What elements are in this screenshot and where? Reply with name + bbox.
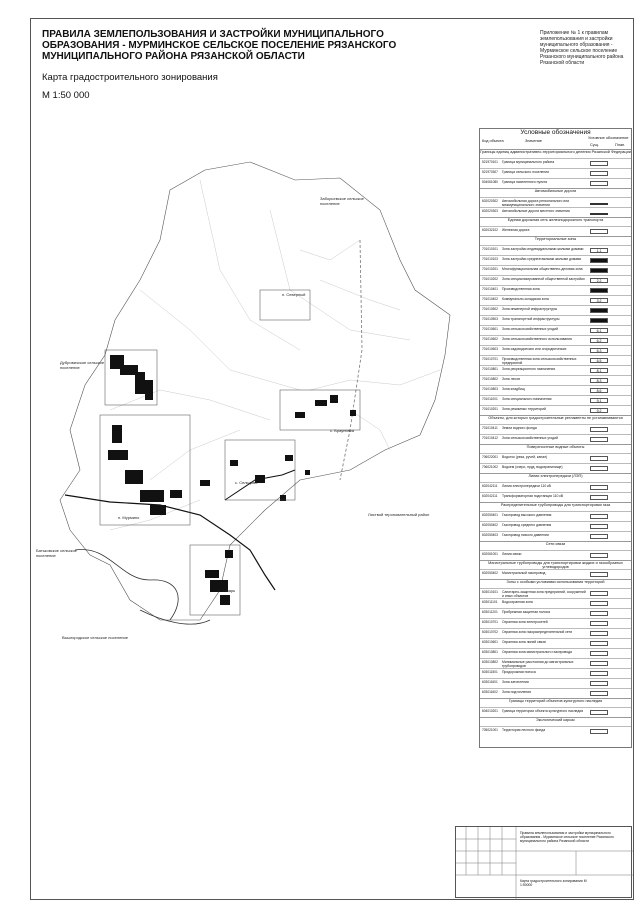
legend-text: Трансформаторная подстанция 110 кВ xyxy=(502,494,564,498)
legend-code: 701010401 xyxy=(482,287,498,291)
settlement-blocks xyxy=(108,355,356,605)
legend-row xyxy=(480,305,631,315)
legend-code: 701010412 xyxy=(482,436,498,440)
legend-symbol: 6.1 xyxy=(590,328,608,333)
railway-line xyxy=(340,240,362,480)
regional-road xyxy=(65,495,275,590)
legend-symbol: 6.2 xyxy=(590,338,608,343)
legend-code: 604010201 xyxy=(482,709,498,713)
legend-text: Линия электропередачи 110 кВ xyxy=(502,484,551,488)
legend-text: Производственная зона сельскохозяйственных предприятий xyxy=(502,357,577,366)
legend-text: Зона инженерной инфраструктуры xyxy=(502,307,558,311)
legend-row xyxy=(480,355,631,365)
legend-text: Автомобильные дороги местного значения xyxy=(502,209,570,213)
legend-row xyxy=(480,255,631,265)
legend-code: 701011001 xyxy=(482,397,498,401)
legend-code: 602050402 xyxy=(482,523,498,527)
legend-text: Зона лесов xyxy=(502,377,520,381)
legend-symbol: 1.1 xyxy=(590,248,608,253)
legend-symbol xyxy=(590,200,608,205)
map-label-murmino: п. Мурмино xyxy=(118,515,140,520)
legend-section: Поверхностные водные объекты xyxy=(480,444,631,449)
map-label-seltsovo: с. Сельцово xyxy=(235,480,258,485)
page-title: ПРАВИЛА ЗЕМЛЕПОЛЬЗОВАНИЯ И ЗАСТРОЙКИ МУНИЦИПАЛЬНОГО ОБРАЗОВАНИЯ - МУРМИНСКОЕ СЕЛЬСКОЕ ПОСЕЛЕНИЕ РЯЗАНСКОГО МУНИЦИПАЛЬНОГО РАЙОНА РЯЗАНСКОЙ ОБЛАСТИ xyxy=(42,29,397,62)
legend-row xyxy=(480,385,631,395)
legend-code: 603011602 xyxy=(482,690,498,694)
legend-row xyxy=(480,285,631,295)
legend-code: 603010701 xyxy=(482,620,498,624)
legend-row xyxy=(480,668,631,678)
legend-symbol xyxy=(590,485,608,490)
legend-section: Границы территорий объектов культурного наследия xyxy=(480,698,631,703)
legend-symbol xyxy=(590,534,608,539)
legend-row xyxy=(480,531,631,541)
legend-row xyxy=(480,678,631,688)
legend-code: 701010402 xyxy=(482,297,498,301)
legend-text: Зона специального назначения xyxy=(502,397,552,401)
legend-text: Зона застройки среднеэтажными жилыми домами xyxy=(502,257,582,261)
legend-symbol: 8.3 xyxy=(590,378,608,383)
legend-code: 602042111 xyxy=(482,484,498,488)
legend-code: 602020303 xyxy=(482,209,498,213)
legend-text: Зона кладбищ xyxy=(502,387,525,391)
legend-text: Водоем (озеро, пруд, водохранилище) xyxy=(502,465,563,469)
legend-symbol: 9.2 xyxy=(590,408,608,413)
legend-code: 603011101 xyxy=(482,600,498,604)
legend-text: Придорожная полоса xyxy=(502,670,536,674)
legend-section: Территориальные зоны xyxy=(480,236,631,241)
legend-text: Граница населенного пункта xyxy=(502,180,547,184)
legend-symbol xyxy=(590,631,608,636)
legend-text: Водоохранная зона xyxy=(502,600,533,604)
legend-row xyxy=(480,295,631,305)
legend-code: 602042111 xyxy=(482,494,498,498)
legend-row xyxy=(480,345,631,355)
legend-text: Граница сельского поселения xyxy=(502,170,549,174)
legend-section: Сети связи xyxy=(480,541,631,546)
legend-text: Зона затопления xyxy=(502,680,529,684)
title-block-map: Карта градостроительного зонирования М 1:50000 xyxy=(520,879,587,887)
legend-symbol xyxy=(590,553,608,558)
map-label-dubrovichskoe: Дубровичское сельское поселение xyxy=(60,360,105,370)
map-subtitle: Карта градостроительного зонирования xyxy=(42,72,218,83)
legend-text: Территория лесного фонда xyxy=(502,728,546,732)
legend-row xyxy=(480,405,631,415)
legend-code: 504061080 xyxy=(482,180,498,184)
legend-code: 602050403 xyxy=(482,533,498,537)
legend-symbol xyxy=(590,681,608,686)
legend-section: Автомобильные дороги xyxy=(480,188,631,193)
map-legend xyxy=(479,128,632,748)
legend-row xyxy=(480,226,631,236)
legend-row xyxy=(480,492,631,502)
legend-row xyxy=(480,658,631,668)
legend-code: 701010801 xyxy=(482,367,498,371)
legend-code: 701010101 xyxy=(482,247,498,251)
legend-symbol xyxy=(590,691,608,696)
legend-row xyxy=(480,434,631,444)
legend-col-sign: Условное обозначение xyxy=(588,136,629,140)
legend-symbol: 9.1 xyxy=(590,398,608,403)
legend-row xyxy=(480,482,631,492)
map-scale: М 1:50 000 xyxy=(42,90,90,101)
title-block-project: Правила землепользования и застройки муниципального образования - Мурминское сельское поселение Рязанского муниципального района Рязанской области xyxy=(520,831,614,843)
legend-symbol xyxy=(590,710,608,715)
legend-symbol xyxy=(590,729,608,734)
legend-text: Железная дорога xyxy=(502,228,530,232)
legend-row xyxy=(480,265,631,275)
legend-text: Прибрежная защитная полоса xyxy=(502,610,551,614)
parcel-lines xyxy=(110,180,440,530)
legend-symbol xyxy=(590,427,608,432)
legend-code: 701010701 xyxy=(482,357,498,361)
legend-symbol: 8.1 xyxy=(590,368,608,373)
legend-row xyxy=(480,688,631,698)
legend-row xyxy=(480,197,631,207)
legend-row xyxy=(480,618,631,628)
legend-section: Экологический каркас xyxy=(480,717,631,722)
legend-code: 603010601 xyxy=(482,640,498,644)
legend-text: Зона сельскохозяйственных угодий xyxy=(502,327,558,331)
legend-title: Условные обозначения xyxy=(520,129,591,136)
legend-text: Зона специализированной общественной застройки xyxy=(502,277,585,281)
legend-code: 701010201 xyxy=(482,267,498,271)
map-label-batkovskoe: Батьковское сельское поселение xyxy=(36,548,77,558)
legend-row xyxy=(480,325,631,335)
legend-text: Линия связи xyxy=(502,552,522,556)
legend-text: Газопровод среднего давления xyxy=(502,523,552,527)
legend-section: Границы единиц административно-территориального деления Рязанской Федерации xyxy=(480,150,631,154)
legend-row xyxy=(480,375,631,385)
legend-row xyxy=(480,569,631,579)
legend-code: 603010702 xyxy=(482,630,498,634)
legend-row xyxy=(480,335,631,345)
legend-code: 701010602 xyxy=(482,337,498,341)
map-label-zaborevskoe: Заборьевское сельское поселение xyxy=(320,196,364,206)
legend-row xyxy=(480,207,631,217)
legend-code: 701010202 xyxy=(482,277,498,281)
legend-text: Зона транспортной инфраструктуры xyxy=(502,317,560,321)
legend-symbol xyxy=(590,288,608,293)
legend-text: Охранная зона электросетей xyxy=(502,620,548,624)
legend-row xyxy=(480,453,631,463)
legend-text: Коммунально-складская зона xyxy=(502,297,549,301)
legend-text: Зона садоводческих или огороднических xyxy=(502,347,567,351)
legend-code: 701010803 xyxy=(482,387,498,391)
legend-row xyxy=(480,608,631,618)
legend-code: 701010411 xyxy=(482,426,498,430)
legend-code: 602050402 xyxy=(482,571,498,575)
legend-text: Многофункциональная общественно-деловая зона xyxy=(502,267,583,271)
legend-symbol xyxy=(590,495,608,500)
legend-code: 602032102 xyxy=(482,228,498,232)
legend-symbol xyxy=(590,229,608,234)
legend-text: Охранная зона линий связи xyxy=(502,640,546,644)
legend-code: 521970101 xyxy=(482,160,498,164)
legend-code: 701010503 xyxy=(482,317,498,321)
legend-text: Зона сельскохозяйственных угодий xyxy=(502,436,558,440)
legend-text: Зона сельскохозяйственного использования xyxy=(502,337,572,341)
legend-text: Газопровод низкого давления xyxy=(502,533,549,537)
legend-row xyxy=(480,598,631,608)
legend-section: Распределительные трубопроводы для транспортировки газа xyxy=(480,502,631,507)
legend-code: 602020302 xyxy=(482,199,498,203)
legend-row xyxy=(480,726,631,736)
legend-text: Земли водного фонда xyxy=(502,426,537,430)
legend-symbol xyxy=(590,318,608,323)
legend-text: Минимальные расстояния до магистральных трубопроводов xyxy=(502,660,574,669)
legend-row xyxy=(480,424,631,434)
legend-symbol xyxy=(590,611,608,616)
legend-symbol xyxy=(590,671,608,676)
appendix-note: Приложение № 1 к правилам землепользования и застройки муниципального образования - Мурминское сельское поселение Рязанского муниципального района Рязанской области xyxy=(540,30,624,66)
legend-row xyxy=(480,245,631,255)
legend-code: 602050401 xyxy=(482,513,498,517)
settlement-outlines xyxy=(100,290,360,615)
legend-code: 701010603 xyxy=(482,347,498,351)
map-label-braunina: с. Браунинка xyxy=(330,428,354,433)
zoning-map xyxy=(50,150,460,710)
legend-col-exist: Сущ. xyxy=(590,143,599,147)
legend-col-plan: План. xyxy=(615,143,626,147)
legend-symbol xyxy=(590,258,608,263)
legend-row xyxy=(480,158,631,168)
legend-text: Зона режимных территорий xyxy=(502,407,546,411)
legend-row xyxy=(480,707,631,717)
map-label-vyshgorodskoe: Вышгородское сельское поселение xyxy=(62,635,128,640)
legend-text: Зона застройки индивидуальными жилыми домами xyxy=(502,247,584,251)
legend-row xyxy=(480,275,631,285)
legend-row xyxy=(480,550,631,560)
legend-symbol xyxy=(590,514,608,519)
legend-row xyxy=(480,638,631,648)
legend-text: Охранная зона газораспределительной сети xyxy=(502,630,573,634)
legend-symbol xyxy=(590,181,608,186)
legend-symbol xyxy=(590,591,608,596)
legend-text: Водоток (река, ручей, канал) xyxy=(502,455,548,459)
legend-symbol xyxy=(590,661,608,666)
legend-row xyxy=(480,648,631,658)
legend-code: 706021002 xyxy=(482,465,498,469)
legend-row xyxy=(480,168,631,178)
legend-code: 701010502 xyxy=(482,307,498,311)
map-label-listvoy: Листвой тероновательный район xyxy=(368,512,430,517)
legend-symbol xyxy=(590,161,608,166)
legend-text: Производственная зона xyxy=(502,287,540,291)
legend-symbol xyxy=(590,651,608,656)
legend-symbol xyxy=(590,601,608,606)
legend-text: Охранная зона магистрального газопровода xyxy=(502,650,572,654)
legend-section: Линии электропередачи (ЛЭП) xyxy=(480,473,631,478)
legend-code: 701010103 xyxy=(482,257,498,261)
legend-section: Единая дорожная сеть железнодорожного транспорта xyxy=(480,217,631,222)
legend-text: Зона рекреационного назначения xyxy=(502,367,556,371)
legend-section: Объекты, для которых градостроительные регламенты не устанавливаются xyxy=(480,415,631,420)
legend-code: 701010802 xyxy=(482,377,498,381)
legend-row xyxy=(480,315,631,325)
legend-text: Магистральный газопровод xyxy=(502,571,546,575)
legend-symbol xyxy=(590,268,608,273)
legend-code: 701010601 xyxy=(482,327,498,331)
legend-text: Граница территории объекта культурного наследия xyxy=(502,709,584,713)
legend-col-code: Код объекта xyxy=(482,139,504,143)
legend-code: 602061001 xyxy=(482,552,498,556)
legend-symbol: 2.2 xyxy=(590,278,608,283)
legend-symbol: 3.2 xyxy=(590,298,608,303)
legend-symbol: 6.5 xyxy=(590,358,608,363)
legend-section: Магистральные трубопроводы для транспортировки жидких и газообразных углеводородов xyxy=(480,560,631,569)
legend-row xyxy=(480,511,631,521)
legend-symbol: 6.3 xyxy=(590,348,608,353)
legend-code: 521970307 xyxy=(482,170,498,174)
legend-section: Зоны с особыми условиями использования территорий xyxy=(480,579,631,584)
legend-symbol xyxy=(590,456,608,461)
legend-text: Автомобильная дорога регионального или межмуниципального значения xyxy=(502,199,570,208)
legend-code: 603010801 xyxy=(482,650,498,654)
legend-code: 705021001 xyxy=(482,728,498,732)
legend-symbol: 8.6 xyxy=(590,388,608,393)
legend-symbol xyxy=(590,171,608,176)
legend-symbol xyxy=(590,466,608,471)
legend-symbol xyxy=(590,621,608,626)
legend-row xyxy=(480,463,631,473)
map-label-kazar: п. Казарь xyxy=(218,588,236,593)
legend-symbol xyxy=(590,524,608,529)
legend-code: 603011601 xyxy=(482,680,498,684)
legend-symbol xyxy=(590,308,608,313)
map-label-severny: п. Северный xyxy=(282,292,306,297)
legend-symbol xyxy=(590,437,608,442)
legend-symbol xyxy=(590,572,608,577)
legend-symbol xyxy=(590,641,608,646)
legend-row xyxy=(480,178,631,188)
legend-code: 603010101 xyxy=(482,590,498,594)
legend-row xyxy=(480,588,631,598)
legend-row xyxy=(480,521,631,531)
legend-row xyxy=(480,628,631,638)
legend-col-name: Значение xyxy=(525,139,542,143)
legend-text: Газопровод высокого давления xyxy=(502,513,552,517)
title-block xyxy=(455,826,632,898)
legend-code: 701010201 xyxy=(482,407,498,411)
legend-row xyxy=(480,395,631,405)
legend-text: Санитарно-защитная зона предприятий, сооружений и иных объектов xyxy=(502,590,586,599)
legend-text: Граница муниципального района xyxy=(502,160,555,164)
legend-code: 603011501 xyxy=(482,670,498,674)
legend-code: 603010802 xyxy=(482,660,498,664)
settlement-boundary xyxy=(60,162,450,620)
legend-code: 706022001 xyxy=(482,455,498,459)
legend-row xyxy=(480,365,631,375)
legend-symbol xyxy=(590,210,608,215)
legend-text: Зона подтопления xyxy=(502,690,531,694)
legend-code: 603011201 xyxy=(482,610,498,614)
